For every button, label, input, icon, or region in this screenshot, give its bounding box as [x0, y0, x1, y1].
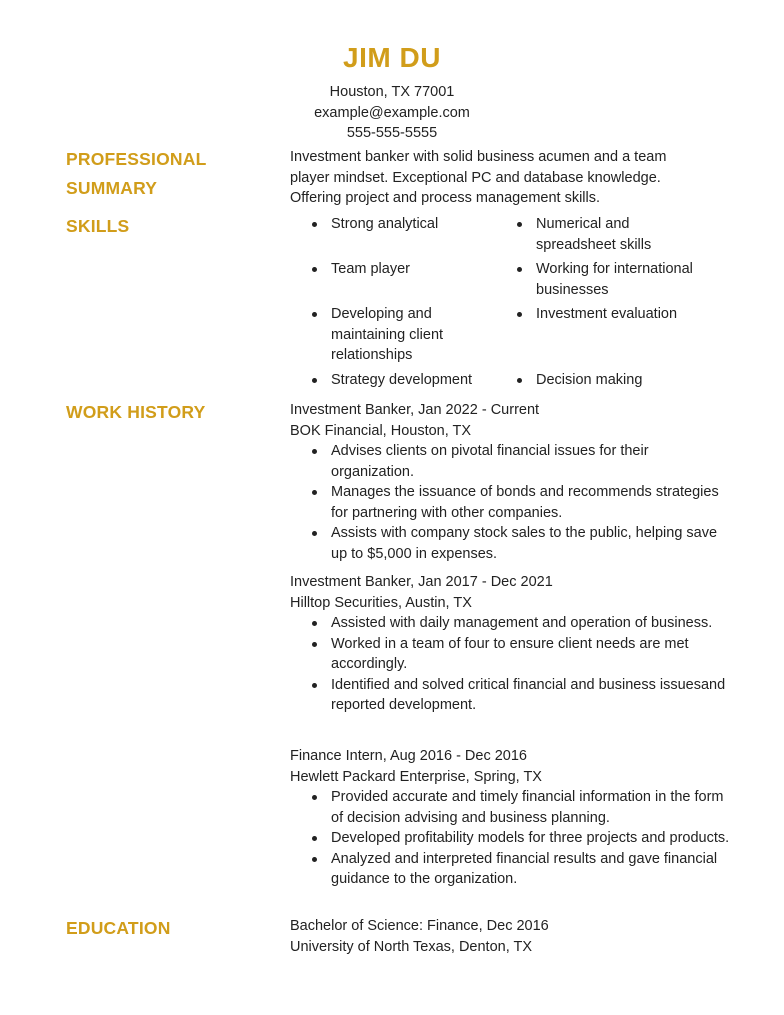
- job-bullets: [290, 787, 730, 890]
- job-title: Finance Intern, Aug 2016 - Dec 2016: [290, 748, 527, 764]
- skill-item: Strategy development: [290, 370, 496, 391]
- summary-heading: PROFESSIONAL SUMMARY: [66, 149, 207, 198]
- job-entry: [290, 746, 730, 890]
- skill-item: Decision making: [495, 370, 701, 391]
- job-entry: [290, 572, 730, 716]
- email: example@example.com: [314, 104, 470, 121]
- skill-item: Developing and maintaining client relationships: [290, 304, 496, 366]
- job-bullet: Provided accurate and timely financial information in the form of decision advising and business planning.: [290, 787, 730, 828]
- contact-info: [0, 82, 784, 144]
- skill-item: Working for international businesses: [495, 259, 701, 300]
- job-bullet: Analyzed and interpreted financial results and gave financial guidance to the organization.: [290, 849, 730, 890]
- job-bullet: Worked in a team of four to ensure client needs are met accordingly.: [290, 634, 730, 675]
- job-bullet: Developed profitability models for three projects and products.: [290, 828, 730, 849]
- job-title: Investment Banker, Jan 2022 - Current: [290, 402, 540, 418]
- skill-item: Numerical and spreadsheet skills: [495, 214, 701, 255]
- job-company: BOK Financial, Houston, TX: [290, 422, 472, 439]
- job-title: Investment Banker, Jan 2017 - Dec 2021: [290, 574, 553, 590]
- skill-item: Strong analytical: [290, 214, 496, 235]
- address: Houston, TX 77001: [329, 84, 455, 100]
- job-company: Hewlett Packard Enterprise, Spring, TX: [290, 768, 542, 785]
- job-bullet: Identified and solved critical financial and business issuesand reported development.: [290, 675, 730, 716]
- job-bullets: [290, 441, 730, 564]
- phone: 555-555-5555: [346, 125, 438, 141]
- job-company: Hilltop Securities, Austin, TX: [290, 594, 472, 611]
- skill-item: Investment evaluation: [495, 304, 701, 325]
- job-bullet: Assists with company stock sales to the public, helping save up to $5,000 in expenses.: [290, 523, 730, 564]
- job-bullet: Manages the issuance of bonds and recommends strategies for partnering with other companies.: [290, 482, 730, 523]
- job-bullet: Advises clients on pivotal financial issues for their organization.: [290, 441, 730, 482]
- school: University of North Texas, Denton, TX: [290, 938, 533, 955]
- job-bullet: Assisted with daily management and operation of business.: [290, 613, 730, 634]
- degree: Bachelor of Science: Finance, Dec 2016: [290, 918, 549, 934]
- education-heading: EDUCATION: [66, 918, 171, 938]
- education-entry: [290, 916, 730, 957]
- job-entry: [290, 400, 730, 564]
- skills-heading: SKILLS: [66, 216, 130, 236]
- skill-item: Team player: [290, 259, 496, 280]
- candidate-name: JIM DU: [343, 42, 441, 73]
- summary-text: Investment banker with solid business acumen and a team player mindset. Exceptional PC and database knowledge. Offering project and process management skills.: [290, 149, 667, 206]
- job-bullets: [290, 613, 730, 716]
- work-history-heading: WORK HISTORY: [66, 402, 206, 422]
